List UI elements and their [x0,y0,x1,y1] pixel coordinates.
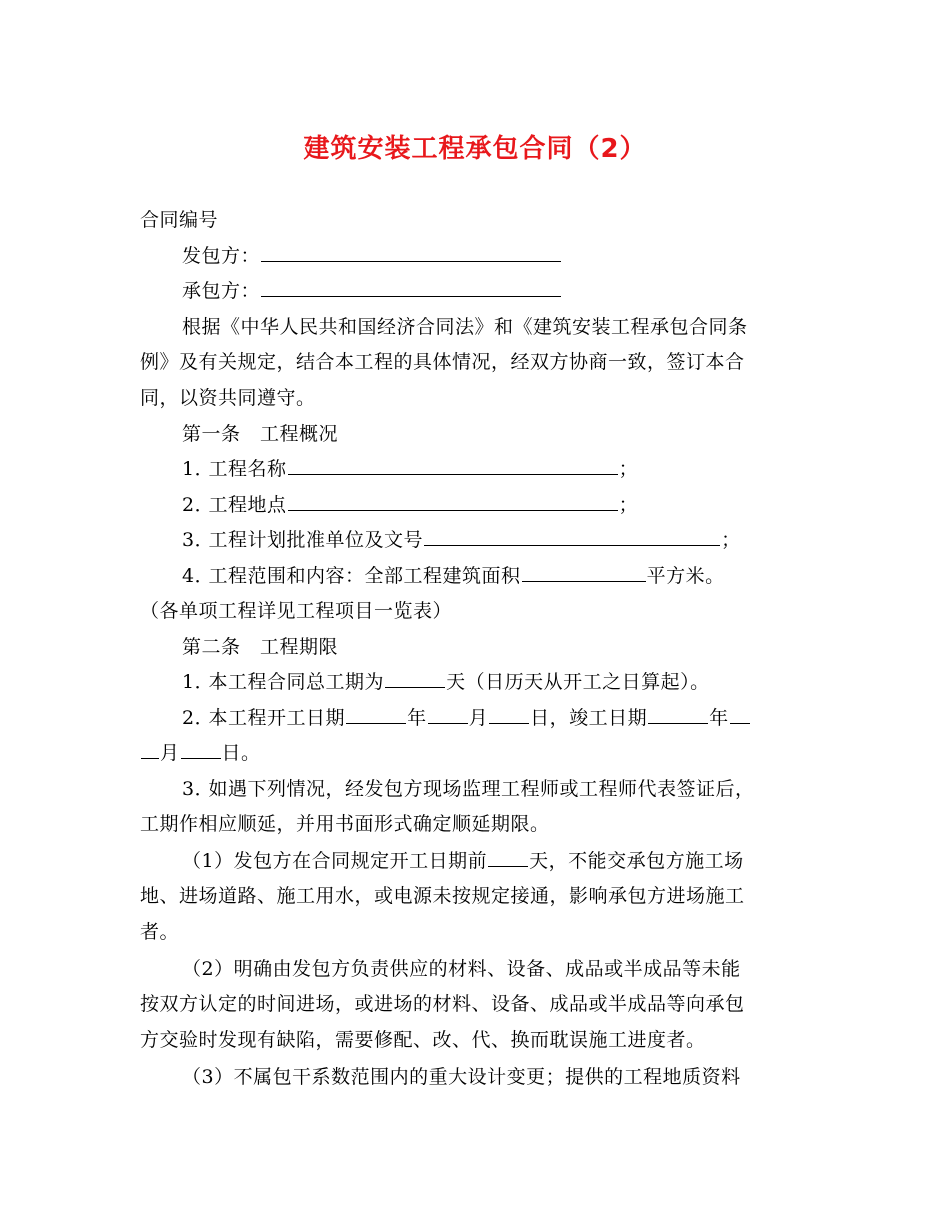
preamble-line-2: 例》及有关规定，结合本工程的具体情况，经双方协商一致，签订本合 [140,351,745,373]
article-2-sub-1: （1）发包方在合同规定开工日期前 天，不能交承包方施工场 [182,845,882,877]
article-2-sub-2-cont-2: 方交验时发现有缺陷，需要修配、改、代、换而耽误施工进度者。 [140,1029,706,1051]
end-month-blank-part-2 [141,738,159,759]
party-a-label: 发包方： [182,245,261,267]
article-2-sub-3: （3）不属包干系数范围内的重大设计变更；提供的工程地质资料 [182,1066,741,1088]
handover-days-blank [488,846,528,867]
end-day-blank [181,738,221,759]
start-month-blank [428,703,468,724]
party-b-blank [261,276,561,297]
article-2-sub-2: （2）明确由发包方负责供应的材料、设备、成品或半成品等未能 [182,958,741,980]
project-location-blank [288,490,618,511]
start-year-blank [346,703,406,724]
article-1-item-2: 2． 工程地点 ； [182,489,882,521]
end-month-blank-part-1 [730,703,750,724]
article-2-item-2-cont: 月 日。 [140,737,840,769]
party-a-line [182,240,882,272]
article-1-item-1: 1． 工程名称 ； [182,453,882,485]
party-b-label: 承包方： [182,280,261,302]
article-2-sub-2-cont-1: 按双方认定的时间进场，或进场的材料、设备、成品或半成品等向承包 [140,993,745,1015]
article-2-item-3-cont: 工期作相应顺延，并用书面形式确定顺延期限。 [140,813,550,835]
party-b-line [182,275,882,307]
article-2-sub-1-cont-2: 者。 [140,921,180,943]
article-1-item-3: 3． 工程计划批准单位及文号 ； [182,524,882,556]
approval-unit-blank [424,525,720,546]
preamble-line-1: 根据《中华人民共和国经济合同法》和《建筑安装工程承包合同条 [182,316,748,338]
party-a-blank [261,241,561,262]
article-2-item-3: 3． 如遇下列情况，经发包方现场监理工程师或工程师代表签证后， [182,778,755,800]
project-name-blank [288,454,618,475]
article-2-sub-1-cont-1: 地、进场道路、施工用水，或电源未按规定接通，影响承包方进场施工 [140,885,745,907]
total-days-blank [385,667,445,688]
document-title: 建筑安装工程承包合同（2） [303,134,647,164]
contract-number-label: 合同编号 [140,209,219,231]
article-1-item-4-note: （各单项工程详见工程项目一览表） [140,600,453,622]
article-2-heading: 第二条 工程期限 [182,636,339,658]
building-area-blank [522,561,646,582]
article-1-heading: 第一条 工程概况 [182,423,339,445]
article-1-item-4: 4． 工程范围和内容：全部工程建筑面积 平方米。 [182,560,882,592]
article-2-item-2: 2． 本工程开工日期 年 月 日，竣工日期 年 [182,702,882,734]
start-day-blank [489,703,529,724]
preamble-line-3: 同，以资共同遵守。 [140,387,316,409]
end-year-blank [648,703,708,724]
article-2-item-1: 1． 本工程合同总工期为 天（日历天从开工之日算起）。 [182,666,882,698]
